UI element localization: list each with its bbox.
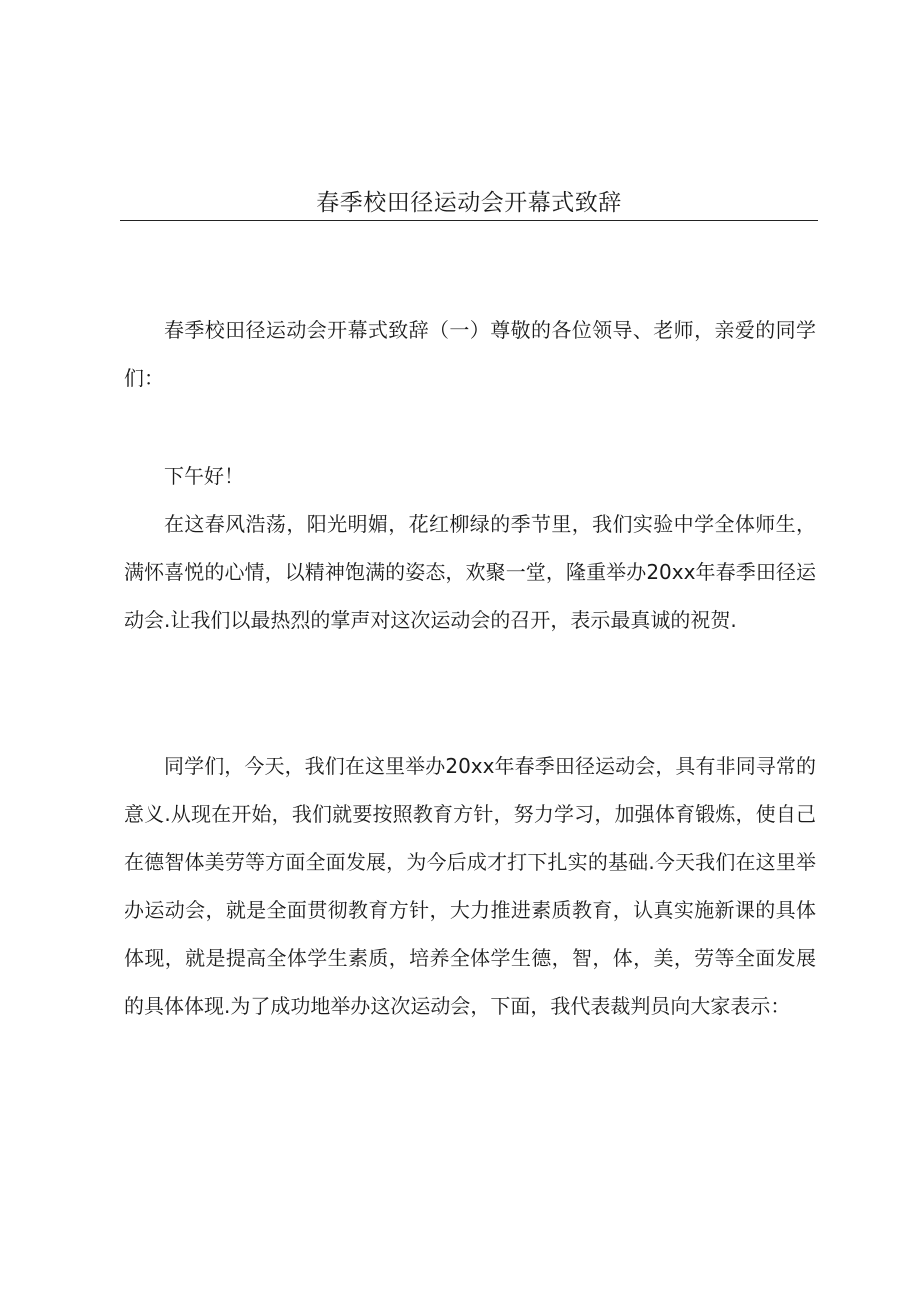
title-underline (120, 220, 818, 221)
paragraph-spring-opening: 在这春风浩荡，阳光明媚，花红柳绿的季节里，我们实验中学全体师生，满怀喜悦的心情，以精神饱满的姿态，欢聚一堂，隆重举办20xx年春季田径运动会.让我们以最热烈的掌声对这次运动会的召开，表示最真诚的祝贺. (124, 512, 816, 632)
document-title: 春季校田径运动会开幕式致辞 (316, 190, 622, 216)
paragraph-significance: 同学们，今天，我们在这里举办20xx年春季田径运动会，具有非同寻常的意义.从现在开始，我们就要按照教育方针，努力学习，加强体育锻炼，使自己在德智体美劳等方面全面发展，为今后成才打下扎实的基础.今天我们在这里举办运动会，就是全面贯彻教育方针，大力推进素质教育，认真实施新课的具体体现，就是提高全体学生素质，培养全体学生德，智，体，美，劳等全面发展的具体体现.为了成功地举办这次运动会，下面，我代表裁判员向大家表示： (124, 754, 816, 1018)
paragraph-good-afternoon: 下午好！ (164, 464, 244, 488)
paragraph-greeting-heading: 春季校田径运动会开幕式致辞（一）尊敬的各位领导、老师，亲爱的同学们： (124, 318, 816, 390)
